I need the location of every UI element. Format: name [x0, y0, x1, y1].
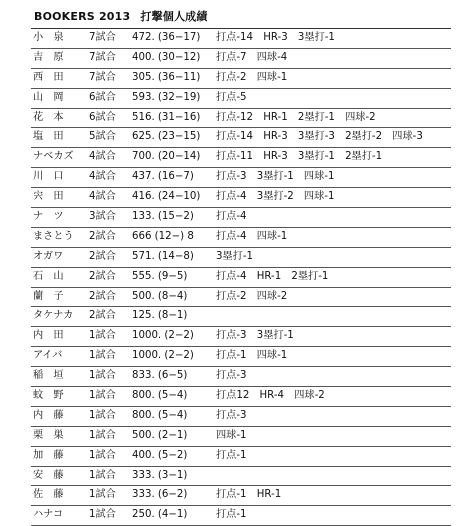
batting-average: 437. (16−7) [132, 171, 194, 183]
games-played: 7試合 [89, 32, 116, 43]
batting-details: 打点-3 3塁打-1 四球-1 [216, 171, 335, 183]
games-played: 4試合 [89, 191, 116, 203]
player-name: 加 藤 [33, 449, 64, 461]
games-played: 7試合 [89, 71, 116, 83]
player-name: 安 藤 [33, 469, 64, 481]
batting-average: 472. (36−17) [132, 32, 201, 43]
table-row [31, 168, 451, 188]
subtitle-text: 打撃個人成績 [140, 10, 208, 23]
batting-details: 打点-7 四球-4 [216, 51, 288, 63]
games-played: 4試合 [89, 151, 116, 163]
batting-average: 416. (24−10) [132, 191, 201, 203]
table-row [31, 148, 451, 168]
games-played: 5試合 [89, 131, 116, 143]
games-played: 2試合 [89, 250, 116, 262]
games-played: 3試合 [89, 211, 116, 223]
player-name: 佐 藤 [33, 489, 64, 501]
table-row [31, 467, 451, 487]
batting-details: 打点-1 HR-1 [216, 489, 282, 501]
batting-average: 700. (20−14) [132, 151, 201, 163]
page-title [34, 8, 208, 24]
table-row [31, 69, 451, 89]
games-played: 1試合 [89, 330, 116, 342]
table-row [31, 29, 451, 49]
batting-details: 打点-1 四球-1 [216, 350, 288, 362]
batting-details: 打点-3 [216, 409, 247, 421]
batting-average: 333. (3−1) [132, 469, 188, 481]
games-played: 1試合 [89, 469, 116, 481]
table-row [31, 109, 451, 129]
games-played: 1試合 [89, 370, 116, 382]
batting-details: 打点12 HR-4 四球-2 [216, 390, 325, 402]
batting-average: 800. (5−4) [132, 390, 188, 402]
batting-details: 打点-1 [216, 509, 247, 521]
batting-details: 四球-1 [216, 429, 247, 441]
table-row [31, 49, 451, 69]
player-name: ナベカズ [33, 151, 74, 163]
title-text: BOOKERS 2013 [34, 10, 131, 23]
player-name: 蘭 子 [33, 290, 64, 302]
games-played: 4試合 [89, 171, 116, 183]
games-played: 7試合 [89, 51, 116, 63]
table-row [31, 89, 451, 109]
player-name: 石 山 [33, 270, 64, 282]
batting-details: 打点-4 HR-1 2塁打-1 [216, 270, 329, 282]
batting-average: 1000. (2−2) [132, 350, 194, 362]
table-row [31, 387, 451, 407]
batting-average: 555. (9−5) [132, 270, 188, 282]
player-name: まさとう [33, 230, 74, 242]
table-row [31, 307, 451, 327]
player-name: 川 口 [33, 171, 64, 183]
games-played: 1試合 [89, 409, 116, 421]
player-name: 山 岡 [33, 91, 64, 103]
games-played: 1試合 [89, 429, 116, 441]
table-row [31, 208, 451, 228]
batting-details: 打点-11 HR-3 3塁打-1 2塁打-1 [216, 151, 383, 163]
batting-details: 打点-2 四球-2 [216, 290, 288, 302]
batting-average: 333. (6−2) [132, 489, 188, 501]
player-name: 吉 原 [33, 51, 64, 63]
player-name: 内 藤 [33, 409, 64, 421]
games-played: 2試合 [89, 270, 116, 282]
player-name: 稲 垣 [33, 370, 64, 382]
batting-average: 500. (8−4) [132, 290, 188, 302]
batting-average: 833. (6−5) [132, 370, 188, 382]
table-row [31, 327, 451, 347]
table-row [31, 506, 451, 526]
games-played: 1試合 [89, 509, 116, 521]
batting-average: 1000. (2−2) [132, 330, 194, 342]
player-name: 花 本 [33, 111, 64, 123]
table-row [31, 248, 451, 268]
batting-average: 516. (31−16) [132, 111, 201, 123]
player-name: ナ ツ [33, 211, 64, 223]
player-name: アイバ [33, 350, 63, 362]
batting-details: 打点-1 [216, 449, 247, 461]
batting-average: 250. (4−1) [132, 509, 188, 521]
games-played: 2試合 [89, 310, 116, 322]
batting-details: 打点-14 HR-3 3塁打-3 2塁打-2 四球-3 [216, 131, 423, 143]
games-played: 1試合 [89, 489, 116, 501]
player-name: ハナコ [33, 509, 64, 521]
games-played: 1試合 [89, 390, 116, 402]
player-name: 小 泉 [33, 32, 64, 43]
player-name: 塩 田 [33, 131, 64, 143]
batting-average: 571. (14−8) [132, 250, 194, 262]
player-name: 宍 田 [33, 191, 64, 203]
batting-details: 打点-4 3塁打-2 四球-1 [216, 191, 335, 203]
table-row [31, 188, 451, 208]
table-row [31, 128, 451, 148]
player-name: オガワ [33, 250, 64, 262]
table-row [31, 347, 451, 367]
batting-average: 666 (12−) 8 [132, 230, 194, 242]
table-row [31, 486, 451, 506]
batting-average: 593. (32−19) [132, 91, 201, 103]
batting-average: 625. (23−15) [132, 131, 201, 143]
batting-details: 打点-3 3塁打-1 [216, 330, 294, 342]
batting-details: 打点-3 [216, 370, 247, 382]
batting-details: 打点-12 HR-1 2塁打-1 四球-2 [216, 111, 376, 123]
table-row [31, 407, 451, 427]
batting-average: 400. (5−2) [132, 449, 188, 461]
batting-details: 打点-5 [216, 91, 247, 103]
batting-stats-table [31, 28, 451, 526]
games-played: 6試合 [89, 91, 116, 103]
batting-average: 125. (8−1) [132, 310, 188, 322]
player-name: 栗 巣 [33, 429, 64, 441]
batting-average: 500. (2−1) [132, 429, 188, 441]
table-row [31, 447, 451, 467]
batting-details: 打点-4 四球-1 [216, 230, 288, 242]
batting-details: 3塁打-1 [216, 250, 254, 262]
player-name: タケナカ [33, 310, 74, 322]
player-name: 西 田 [33, 71, 64, 83]
player-name: 内 田 [33, 330, 64, 342]
table-row [31, 288, 451, 308]
games-played: 2試合 [89, 230, 116, 242]
games-played: 2試合 [89, 290, 116, 302]
games-played: 6試合 [89, 111, 116, 123]
batting-average: 400. (30−12) [132, 51, 201, 63]
games-played: 1試合 [89, 350, 116, 362]
games-played: 1試合 [89, 449, 116, 461]
batting-details: 打点-4 [216, 211, 247, 223]
player-name: 蚊 野 [33, 390, 64, 402]
batting-average: 133. (15−2) [132, 211, 194, 223]
table-row [31, 367, 451, 387]
batting-details: 打点-2 四球-1 [216, 71, 288, 83]
batting-details: 打点-14 HR-3 3塁打-1 [216, 32, 335, 43]
table-row [31, 228, 451, 248]
table-row [31, 268, 451, 288]
batting-average: 800. (5−4) [132, 409, 188, 421]
batting-average: 305. (36−11) [132, 71, 201, 83]
table-row [31, 427, 451, 447]
